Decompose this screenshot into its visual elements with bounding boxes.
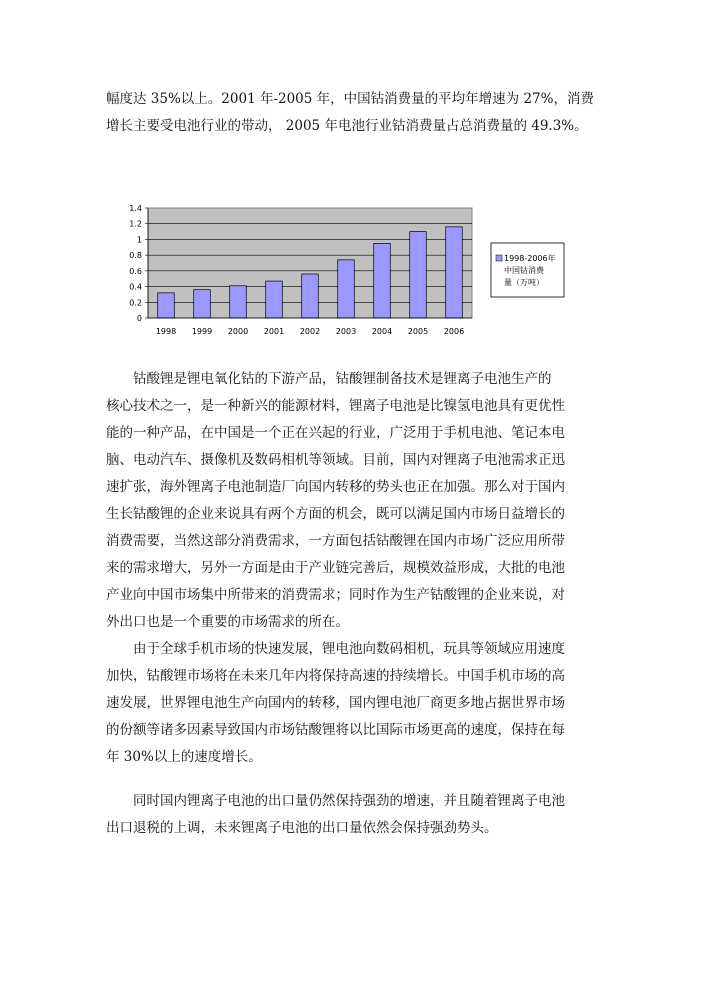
bar-1999 (194, 290, 211, 318)
x-tick-label: 2003 (335, 327, 357, 336)
text-line: 消费需要，当然这部分消费需求，一方面包括钴酸锂在国内市场广泛应用所带 (106, 533, 565, 549)
text-line: 脑、电动汽车、摄像机及数码相机等领域。目前，国内对锂离子电池需求正迅 (106, 452, 565, 468)
text-line: 来的需求增大，另外一方面是由于产业链完善后，规模效益形成，大批的电池 (106, 560, 565, 576)
bar-2000 (230, 286, 247, 318)
y-tick-label: 0.8 (129, 251, 142, 261)
legend-swatch (496, 255, 502, 261)
text-line: 钴酸锂是锂电氧化钴的下游产品，钴酸锂制备技术是锂离子电池生产的 (106, 371, 552, 387)
y-tick-label: 1 (136, 235, 142, 245)
text-line: 速扩张，海外锂离子电池制造厂向国内转移的势头也正在加强。那么对于国内 (106, 479, 565, 495)
text-line: 速发展，世界锂电池生产向国内的转移，国内锂电池厂商更多地占据世界市场 (106, 695, 565, 711)
legend-label-line-1: 1998-2006年 (504, 254, 556, 263)
y-tick-label: 1.4 (129, 204, 142, 213)
text-line: 增长主要受电池行业的带动， 2005 年电池行业钴消费量占总消费量的 49.3%。 (106, 118, 588, 134)
text-line: 幅度达 35%以上。2001 年-2005 年，中国钴消费量的平均年增速为 27%，消费 (106, 91, 594, 107)
paragraph-lithium-cobaltate (106, 366, 594, 636)
y-tick-label: 0 (136, 314, 142, 323)
text-line: 加快，钴酸锂市场将在未来几年内将保持高速的持续增长。中国手机市场的高 (106, 668, 565, 684)
text-line: 年 30%以上的速度增长。 (106, 749, 262, 765)
bar-1998 (158, 293, 175, 318)
bar-2001 (266, 281, 283, 318)
y-tick-label: 1.2 (129, 219, 142, 229)
text-line: 同时国内锂离子电池的出口量仍然保持强劲的增速，并且随着锂离子电池 (106, 793, 565, 809)
bar-2005 (410, 232, 427, 318)
y-axis-ticks (129, 204, 148, 323)
text-line: 产业向中国市场集中所带来的消费需求；同时作为生产钴酸锂的企业来说，对 (106, 587, 565, 603)
text-line: 生长钴酸锂的企业来说具有两个方面的机会，既可以满足国内市场日益增长的 (106, 506, 565, 522)
x-axis-ticks (156, 327, 464, 336)
x-tick-label: 1999 (191, 327, 213, 336)
x-tick-label: 2002 (299, 327, 321, 336)
text-line: 外出口也是一个重要的市场需求的所在。 (106, 614, 349, 630)
bar-2002 (302, 274, 319, 318)
y-tick-label: 0.4 (129, 282, 142, 292)
x-tick-label: 2005 (407, 327, 429, 336)
legend-label-line-2: 中国钴消费 (504, 266, 544, 275)
text-line: 能的一种产品，在中国是一个正在兴起的行业，广泛用于手机电池、笔记本电 (106, 425, 565, 441)
text-line: 核心技术之一，是一种新兴的能源材料，锂离子电池是比镍氢电池具有更优性 (106, 398, 565, 414)
text-line: 的份额等诸多因素导致国内市场钴酸锂将以比国际市场更高的速度，保持在每 (106, 722, 565, 738)
text-line: 出口退税的上调，未来锂离子电池的出口量依然会保持强劲势头。 (106, 820, 498, 836)
x-tick-label: 2000 (227, 327, 249, 336)
cobalt-consumption-bar-chart (118, 198, 578, 346)
text-line: 由于全球手机市场的快速发展，锂电池向数码相机，玩具等领域应用速度 (106, 641, 565, 657)
x-tick-label: 1998 (155, 327, 177, 336)
x-tick-label: 2001 (263, 327, 285, 336)
legend (491, 243, 564, 297)
bar-2006 (446, 227, 463, 318)
paragraph-intro (106, 86, 594, 140)
y-tick-label: 0.2 (129, 298, 142, 308)
x-tick-label: 2006 (443, 327, 465, 336)
paragraph-market-growth (106, 636, 594, 771)
y-tick-label: 0.6 (129, 266, 142, 276)
bar-2003 (338, 260, 355, 318)
bar-2004 (374, 243, 391, 318)
x-tick-label: 2004 (371, 327, 393, 336)
legend-label-line-3: 量（万吨） (504, 278, 544, 287)
paragraph-exports (106, 788, 594, 842)
